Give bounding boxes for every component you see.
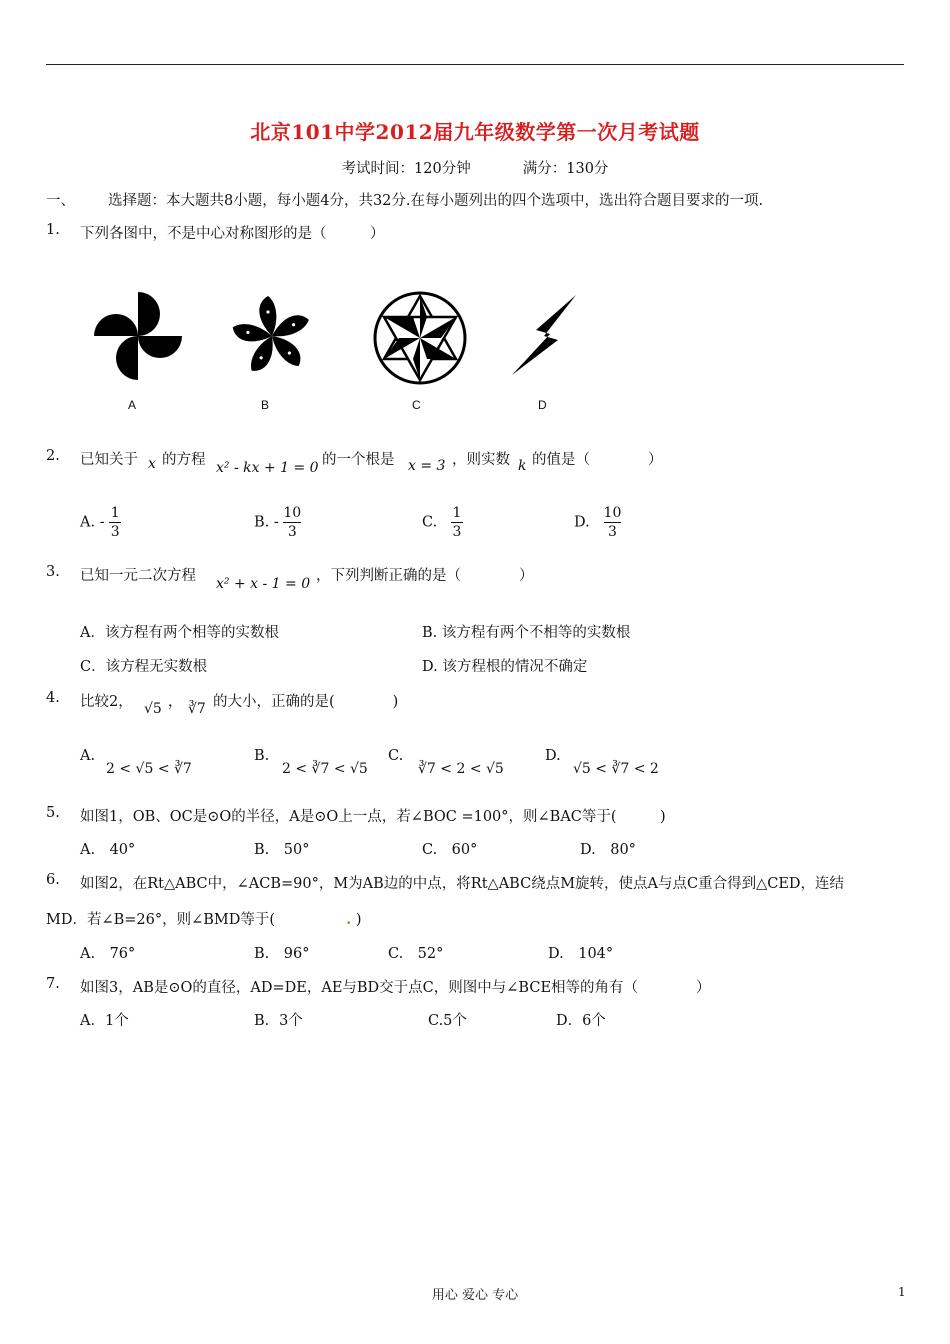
q7-number: 7. [46,976,60,992]
pinwheel-figure [92,290,184,382]
q2-text-5: 的值是（ ） [532,452,663,468]
q5-option-c: C. 60° [422,842,478,858]
q4-option-b-expr: 2 < ∛7 < √5 [282,761,368,777]
q2-text-4: ，则实数 [452,452,510,468]
q3-option-a: A．该方程有两个相等的实数根 [80,625,279,641]
q6-option-b: B. 96° [254,946,310,962]
q6-number: 6. [46,872,60,888]
q7-option-d: D．6个 [556,1013,606,1029]
q4-option-b-label: B. [254,748,270,764]
q6-text-line2: MD．若∠B=26°，则∠BMD等于( . ) [46,911,362,928]
q4-text-2: 的大小，正确的是( ) [213,694,399,710]
q7-option-c: C.5个 [428,1013,467,1029]
q6-text-line1: 如图2，在Rt△ABC中，∠ACB=90°，M为AB边的中点，将Rt△ABC绕点M旋转，使点A与点C重合得到△CED，连结 [80,876,845,892]
star-of-david-figure [372,290,468,386]
figure-label-c: C [412,398,421,412]
section-number: 一、 [46,193,75,209]
q5-text: 如图1，OB、OC是⊙O的半径，A是⊙O上一点，若∠BOC =100°，则∠BAC等于( ) [80,809,666,825]
figure-label-b: B [261,398,270,412]
q3-option-d: D. 该方程根的情况不确定 [422,659,588,675]
q5-option-a: A. 40° [80,842,136,858]
header-rule [46,64,904,65]
q4-option-c-expr: ∛7 < 2 < √5 [418,761,504,777]
q4-option-d-label: D. [545,748,561,764]
q3-text-2: ，下列判断正确的是（ ） [316,568,534,584]
q4-number: 4. [46,690,60,706]
q2-equation: x² - kx + 1 = 0 [216,460,319,476]
q2-text-3: 的一个根是 [322,452,395,468]
q5-option-b: B. 50° [254,842,310,858]
footer-slogan: 用心 爱心 专心 [431,1288,519,1303]
figure-label-d: D [538,398,547,412]
q1-number: 1. [46,222,60,238]
q2-var-x: x [148,456,156,472]
q2-option-a: A. - $\frac{1}{3}$ [80,505,120,540]
q4-separator: ， [168,694,183,710]
q4-option-a-expr: 2 < √5 < ∛7 [106,761,192,777]
q1-text: 下列各图中，不是中心对称图形的是（ ） [80,226,385,242]
exam-time: 考试时间：120分钟 [341,161,471,177]
q4-option-d-expr: √5 < ∛7 < 2 [573,761,659,777]
q4-option-a-label: A. [80,748,96,764]
q4-radical-cbrt7: ∛7 [188,701,206,717]
q4-option-c-label: C. [388,748,404,764]
q2-option-d: D. $\frac{10}{3}$ [574,505,622,540]
page-title: 北京101中学2012届九年级数学第一次月考试题 [250,120,700,144]
q2-text-1: 已知关于 [80,452,138,468]
section-text: 选择题：本大题共8小题，每小题4分，共32分.在每小题列出的四个选项中，选出符合题目要求的一项. [108,193,764,209]
q5-number: 5. [46,805,60,821]
q3-number: 3. [46,564,60,580]
q2-number: 2. [46,448,60,464]
q2-var-k: k [518,458,527,474]
q7-option-a: A．1个 [80,1013,129,1029]
exam-info [0,157,950,178]
figure-label-a: A [128,398,137,412]
q5-option-d: D. 80° [580,842,636,858]
q4-text-1: 比较2， [80,694,133,710]
full-score: 满分：130分 [522,161,609,177]
q4-radical-sqrt5: √5 [144,701,162,717]
q6-option-c: C. 52° [388,946,444,962]
q3-text-1: 已知一元二次方程 [80,568,196,584]
q6-option-d: D. 104° [548,946,614,962]
q3-option-b: B. 该方程有两个不相等的实数根 [422,625,631,641]
q7-text: 如图3，AB是⊙O的直径，AD=DE，AE与BD交于点C，则图中与∠BCE相等的角有（ ） [80,980,711,996]
q6-option-a: A. 76° [80,946,136,962]
bauhinia-figure [228,292,316,380]
q3-option-c: C．该方程无实数根 [80,659,208,675]
q2-root: x = 3 [408,458,446,474]
q7-option-b: B．3个 [254,1013,303,1029]
page-number: 1 [898,1285,906,1299]
q3-equation: x² + x - 1 = 0 [216,576,311,592]
q2-option-c: C. $\frac{1}{3}$ [422,505,462,540]
lightning-figure [506,292,580,378]
q2-text-2: 的方程 [162,452,206,468]
q2-option-b: B. - $\frac{10}{3}$ [254,505,302,540]
